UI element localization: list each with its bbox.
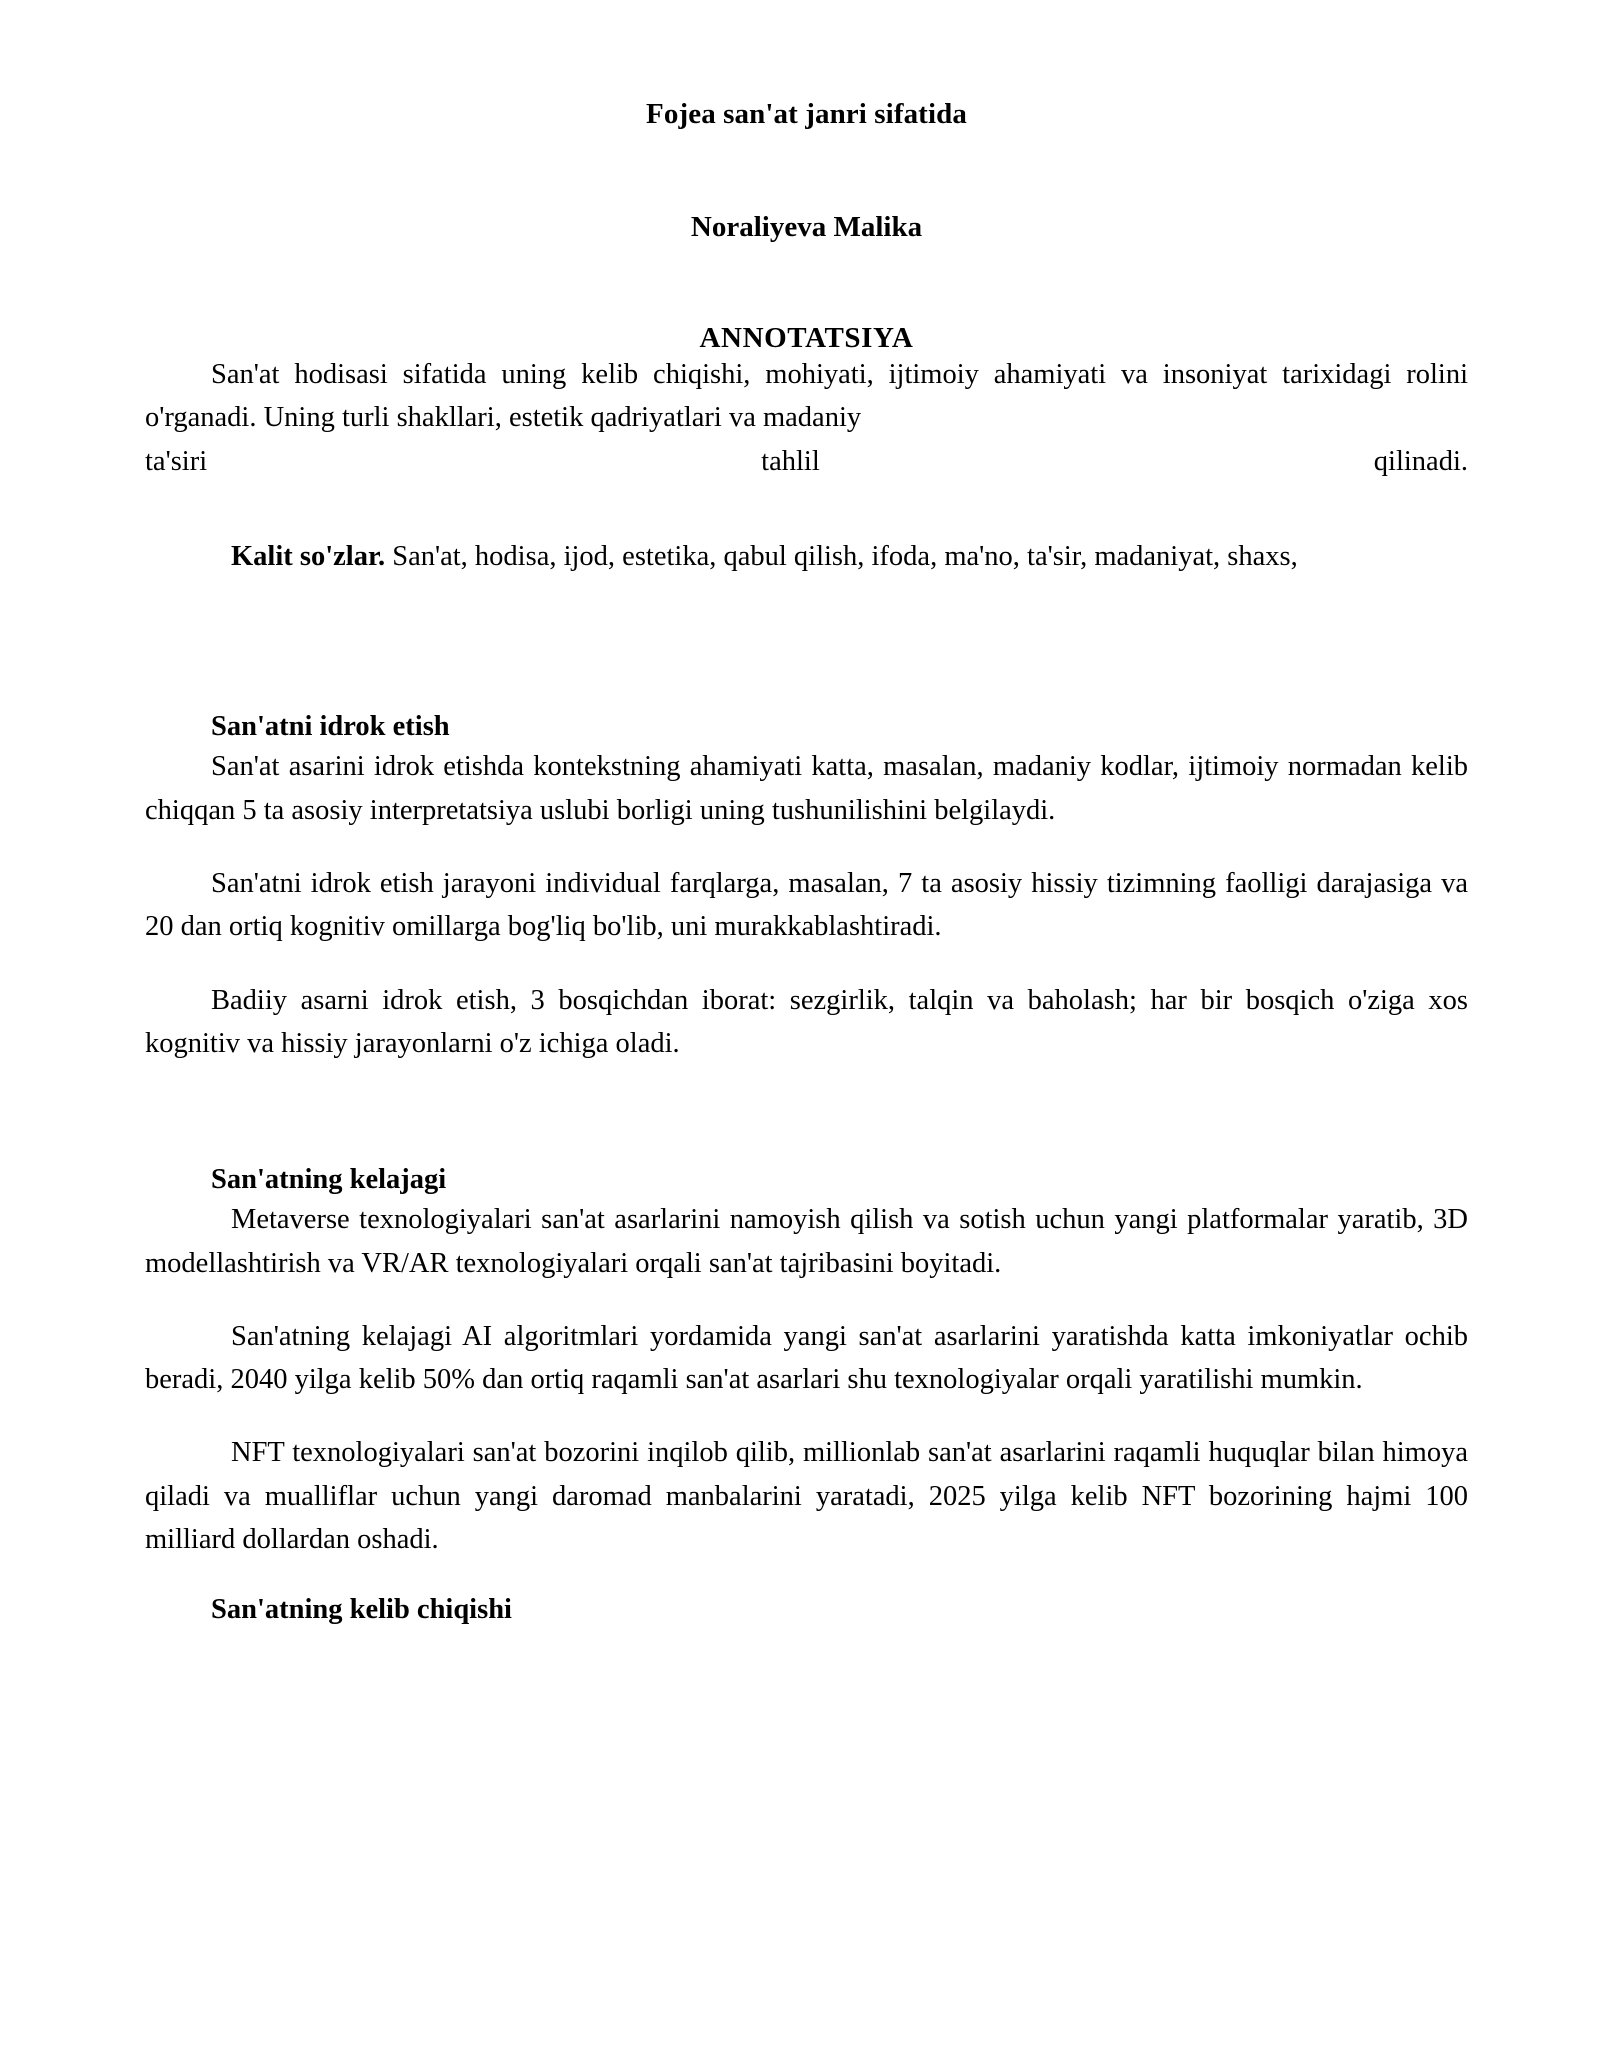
abstract-spread-middle: tahlil xyxy=(761,445,820,477)
paragraph-block xyxy=(145,1315,1468,1402)
paragraph-block xyxy=(145,862,1468,949)
abstract-spread-right: qilinadi. xyxy=(1373,445,1468,477)
abstract-spread-left: ta'siri xyxy=(145,445,208,477)
author-name: Noraliyeva Malika xyxy=(690,211,923,243)
paragraph: Metaverse texnologiyalari san'at asarlarini namoyish qilish va sotish uchun yangi platformalar yaratib, 3D modellashtirish va VR/AR texnologiyalari orqali san'at tajribasini boyitadi. xyxy=(145,1204,1468,1279)
paragraph: San'atning kelajagi AI algoritmlari yordamida yangi san'at asarlarini yaratishda katta imkoniyatlar ochib beradi, 2040 yilga kelib 50% dan ortiq raqamli san'at asarlari shu texnologiyalar orqali yaratilishi mumkin. xyxy=(145,1320,1468,1396)
paragraph: Badiiy asarni idrok etish, 3 bosqichdan iborat: sezgirlik, talqin va baholash; har bir bosqich o'ziga xos kognitiv va hissiy jarayonlarni o'z ichiga oladi. xyxy=(145,984,1468,1059)
paragraph-block xyxy=(145,745,1468,832)
section-heading-kelib-chiqishi: San'atning kelib chiqishi xyxy=(211,1594,512,1626)
spacer xyxy=(145,1561,1468,1591)
page-title: Fojea san'at janri sifatida xyxy=(646,98,967,130)
spacer xyxy=(145,483,1468,535)
section-heading-kelajagi: San'atning kelajagi xyxy=(211,1164,447,1196)
spacer xyxy=(145,578,1468,708)
paragraph-block xyxy=(145,979,1468,1066)
keywords-paragraph xyxy=(145,535,1468,578)
paragraph: San'atni idrok etish jarayoni individual farqlarga, masalan, 7 ta asosiy hissiy tizimning faolligi darajasiga va 20 dan ortiq kognitiv omillarga bog'liq bo'lib, uni murakkablashtiradi. xyxy=(145,867,1468,943)
paragraph-block xyxy=(145,1431,1468,1561)
paragraph: NFT texnologiyalari san'at bozorini inqilob qilib, millionlab san'at asarlarini raqamli huquqlar bilan himoya qiladi va mualliflar uchun yangi daromad manbalarini yaratadi, 2025 yilga kelib NFT bozorining hajmi 100 milliard dollardan oshadi. xyxy=(145,1437,1468,1556)
paragraph-block xyxy=(145,1198,1468,1285)
section-heading-idrok-etish: San'atni idrok etish xyxy=(211,711,450,743)
abstract-paragraph: San'at hodisasi sifatida uning kelib chiqishi, mohiyati, ijtimoiy ahamiyati va insoniyat tarixidagi rolini o'rganadi. Uning turli shakllari, estetik qadriyatlari va madaniy xyxy=(145,359,1468,434)
keywords-label: Kalit so'zlar. xyxy=(231,540,386,572)
abstract-heading: ANNOTATSIYA xyxy=(699,322,914,354)
paragraph: San'at asarini idrok etishda kontekstning ahamiyati katta, masalan, madaniy kodlar, ijtimoiy normadan kelib chiqqan 5 ta asosiy interpretatsiya uslubi borligi uning tushunilishini belgilaydi. xyxy=(145,751,1468,826)
keywords-text: San'at, hodisa, ijod, estetika, qabul qilish, ifoda, ma'no, ta'sir, madaniyat, shaxs, xyxy=(392,540,1298,572)
abstract-spread-line xyxy=(145,440,1468,483)
spacer xyxy=(145,1065,1468,1161)
